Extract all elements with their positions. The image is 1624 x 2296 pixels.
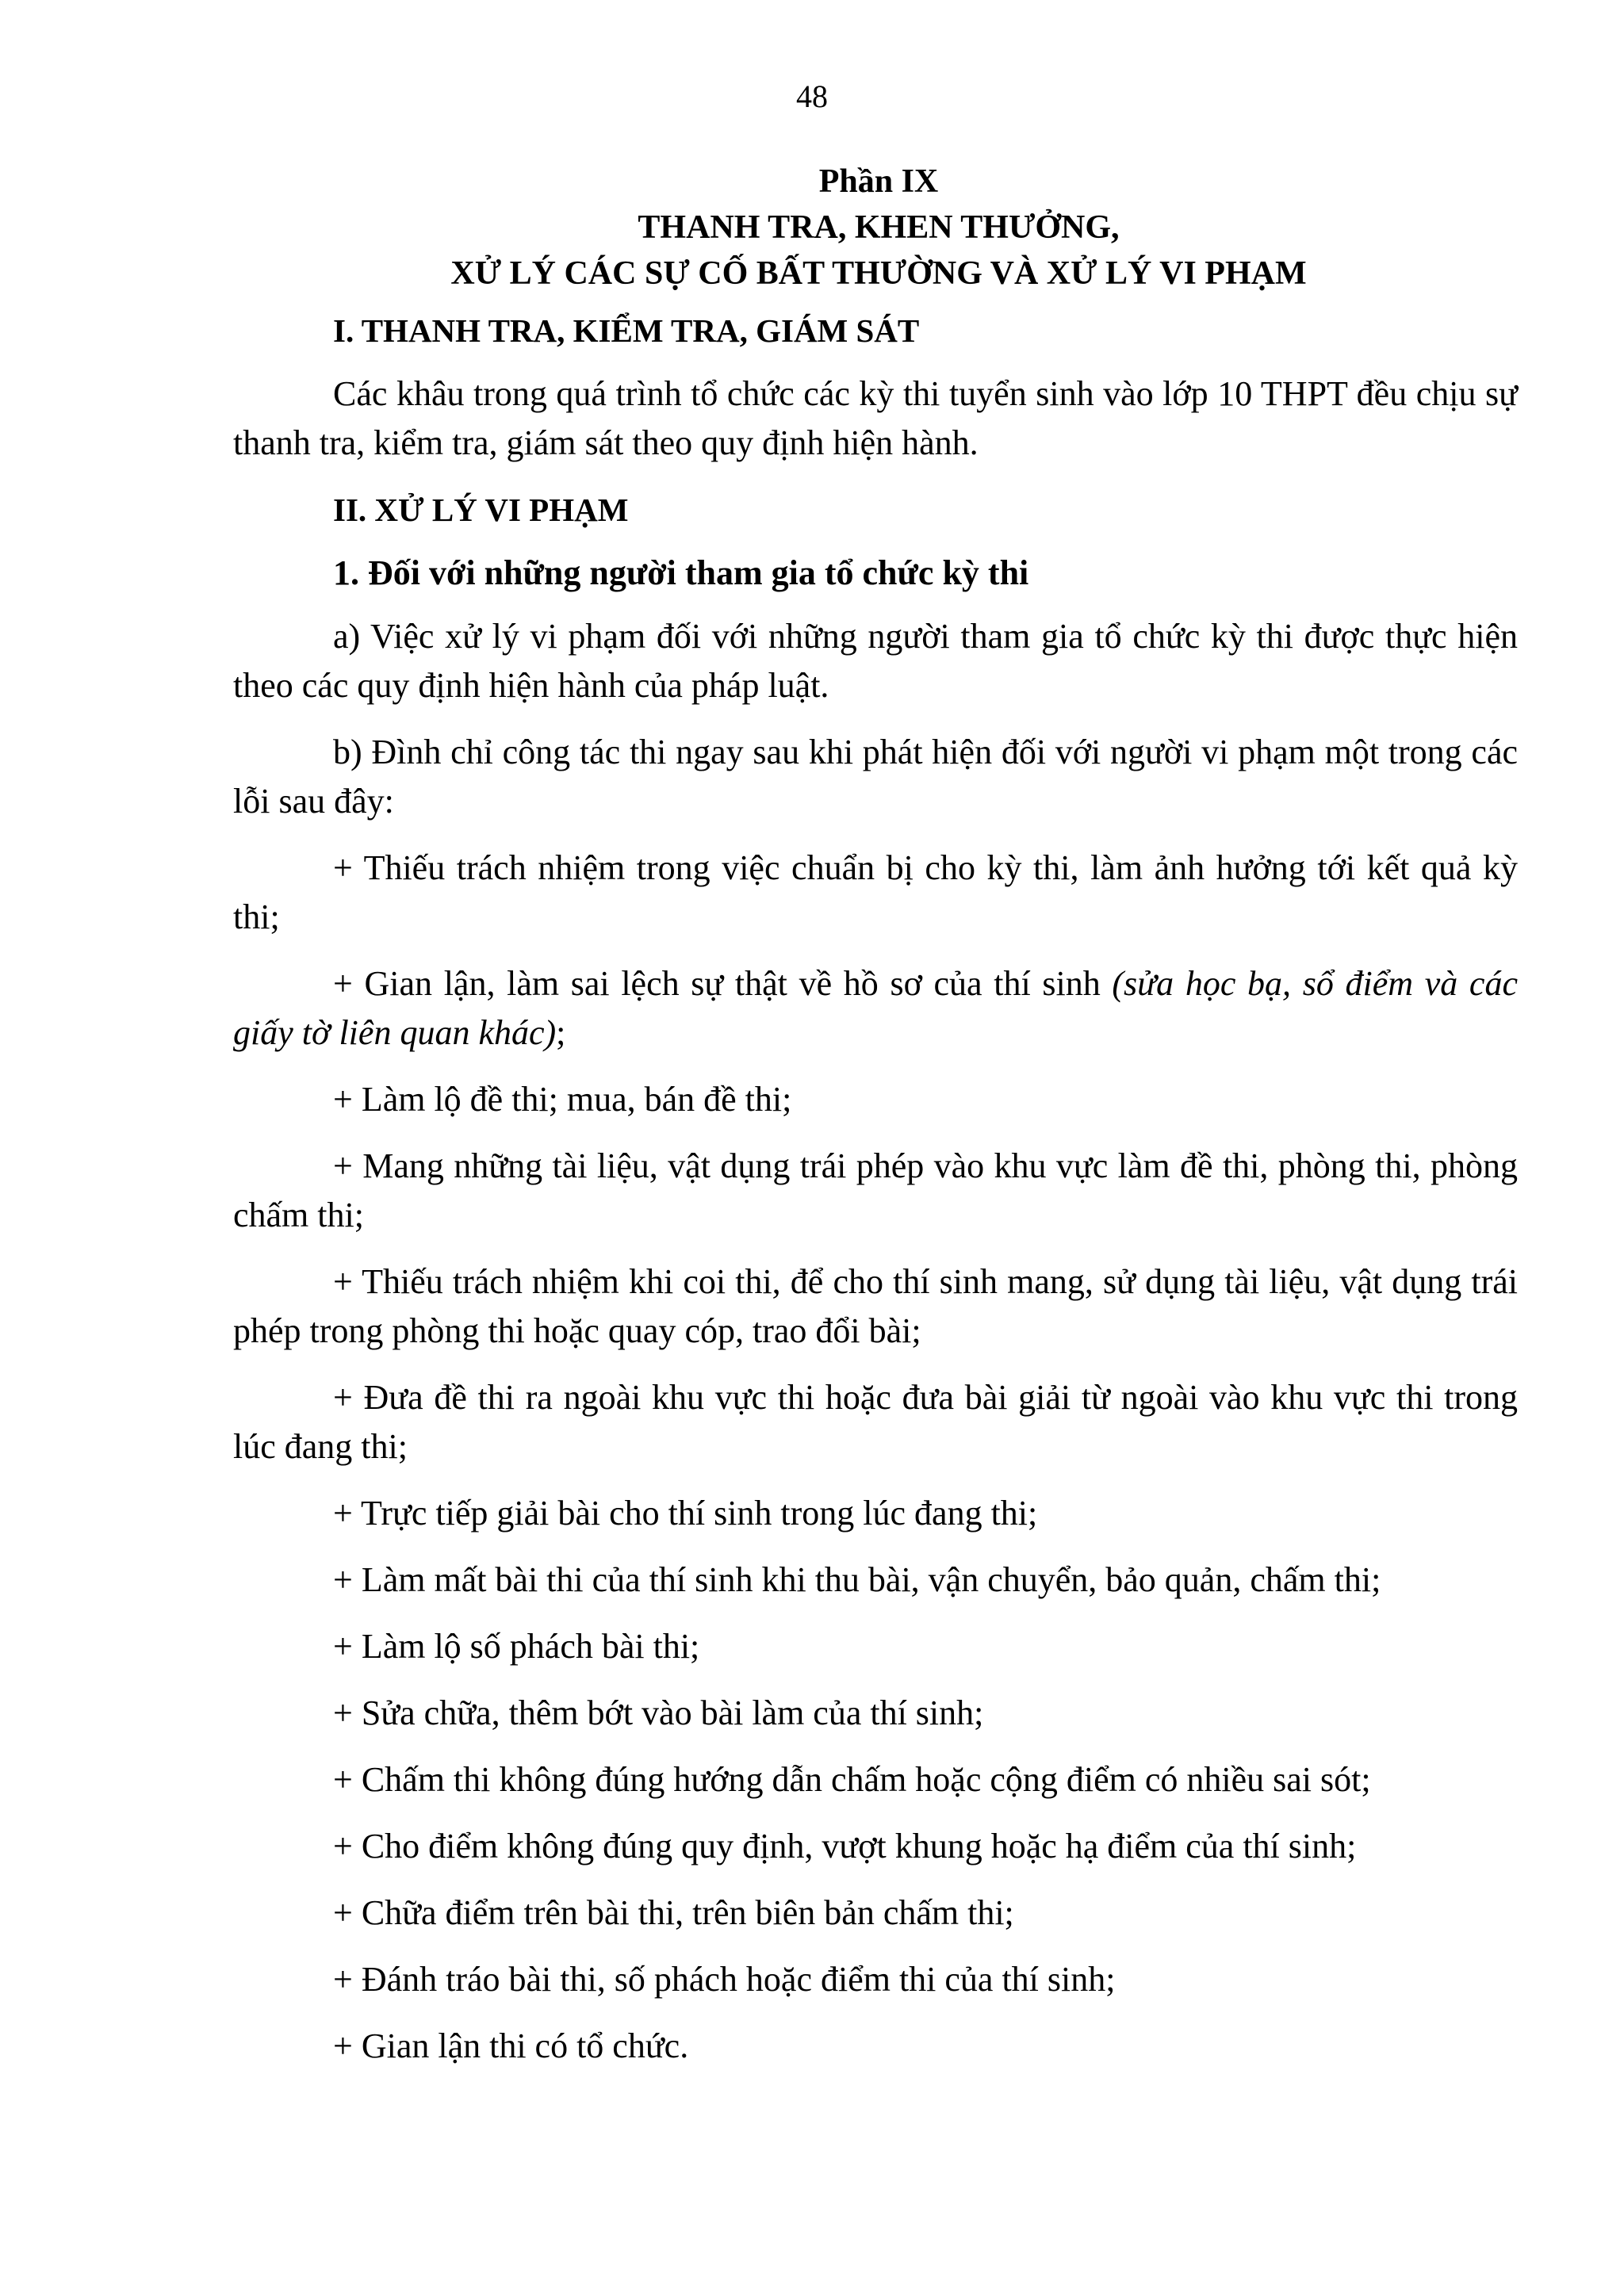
- part-title-line2: XỬ LÝ CÁC SỰ CỐ BẤT THƯỜNG VÀ XỬ LÝ VI PHẠM: [450, 255, 1307, 292]
- list-item: + Thiếu trách nhiệm trong việc chuẩn bị cho kỳ thi, làm ảnh hưởng tới kết quả kỳ thi;: [233, 848, 1518, 936]
- list-item: + Chữa điểm trên bài thi, trên biên bản chấm thi;: [333, 1893, 1014, 1932]
- section-heading-violations: II. XỬ LÝ VI PHẠM: [333, 492, 629, 528]
- list-item-text: + Gian lận, làm sai lệch sự thật về hồ sơ của thí sinh: [333, 964, 1113, 1003]
- list-item: + Làm lộ số phách bài thi;: [333, 1627, 700, 1666]
- list-item: + Sửa chữa, thêm bớt vào bài làm của thí sinh;: [333, 1693, 984, 1732]
- part-label: Phần IX: [818, 163, 939, 200]
- list-item: + Làm lộ đề thi; mua, bán đề thi;: [333, 1080, 792, 1119]
- list-item: + Làm mất bài thi của thí sinh khi thu bài, vận chuyển, bảo quản, chấm thi;: [333, 1560, 1381, 1599]
- list-item-records-fraud: [233, 959, 1518, 1058]
- section-heading-inspection: I. THANH TRA, KIỂM TRA, GIÁM SÁT: [333, 312, 920, 349]
- list-item: + Trực tiếp giải bài cho thí sinh trong lúc đang thi;: [333, 1494, 1038, 1533]
- list-item-punctuation: ;: [556, 1013, 566, 1052]
- subsection-heading-organizers: 1. Đối với những người tham gia tổ chức kỳ thi: [333, 553, 1029, 592]
- list-item-italic-note: (sửa học bạ, sổ điểm và các giấy tờ liên quan khác): [233, 964, 1518, 1052]
- list-item: + Đưa đề thi ra ngoài khu vực thi hoặc đưa bài giải từ ngoài vào khu vực thi trong lúc đang thi;: [233, 1378, 1518, 1466]
- list-item: + Đánh tráo bài thi, số phách hoặc điểm thi của thí sinh;: [333, 1960, 1116, 1999]
- paragraph-a: a) Việc xử lý vi phạm đối với những người tham gia tổ chức kỳ thi được thực hiện theo các quy định hiện hành của pháp luật.: [233, 617, 1518, 705]
- list-item: + Cho điểm không đúng quy định, vượt khung hoặc hạ điểm của thí sinh;: [333, 1827, 1357, 1866]
- part-title-block: [0, 159, 1624, 297]
- document-body: [233, 306, 1518, 2088]
- paragraph-b: b) Đình chỉ công tác thi ngay sau khi phát hiện đối với người vi phạm một trong các lỗi sau đây:: [233, 733, 1518, 821]
- part-title-line1: THANH TRA, KHEN THƯỞNG,: [638, 209, 1120, 246]
- list-item: + Mang những tài liệu, vật dụng trái phép vào khu vực làm đề thi, phòng thi, phòng chấm thi;: [233, 1146, 1518, 1234]
- section-paragraph-inspection: Các khâu trong quá trình tổ chức các kỳ thi tuyển sinh vào lớp 10 THPT đều chịu sự thanh tra, kiểm tra, giám sát theo quy định hiện hành.: [233, 374, 1518, 462]
- list-item: + Thiếu trách nhiệm khi coi thi, để cho thí sinh mang, sử dụng tài liệu, vật dụng trái phép trong phòng thi hoặc quay cóp, trao đổi bài;: [233, 1262, 1518, 1350]
- list-item: + Chấm thi không đúng hướng dẫn chấm hoặc cộng điểm có nhiều sai sót;: [333, 1760, 1371, 1799]
- page-number: 48: [796, 78, 828, 114]
- list-item: + Gian lận thi có tổ chức.: [333, 2026, 689, 2065]
